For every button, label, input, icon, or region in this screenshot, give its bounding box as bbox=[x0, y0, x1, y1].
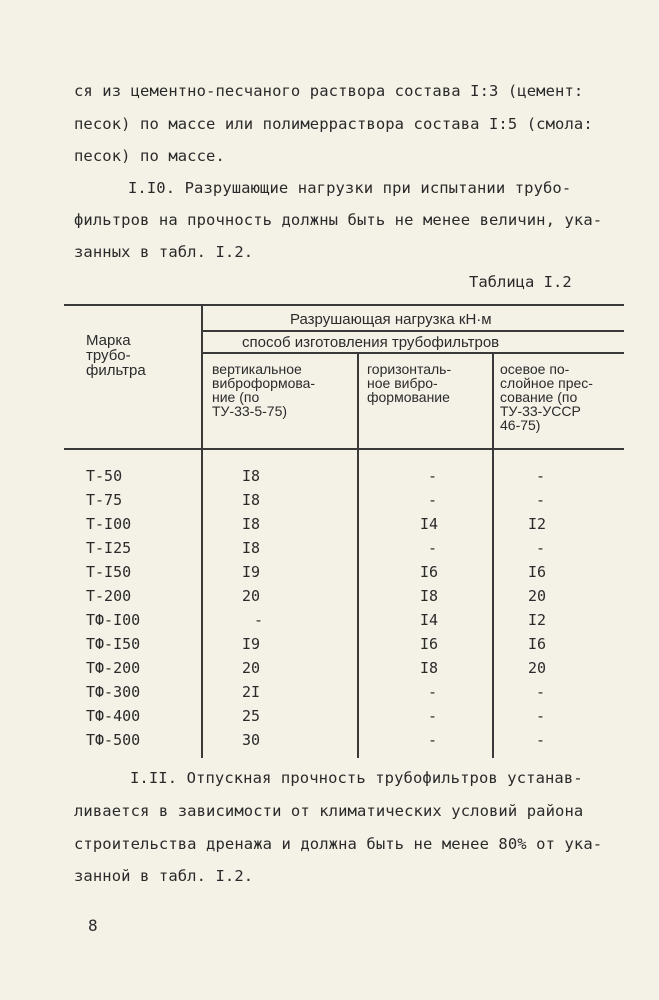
table-group-rule bbox=[202, 330, 624, 332]
paragraph-1-line-1: ся из цементно-песчаного раствора состава I:3 (цемент: bbox=[74, 82, 584, 100]
header-horizontal-line-1: горизонталь- bbox=[367, 361, 452, 377]
header-mark-line-3: фильтра bbox=[86, 362, 146, 379]
header-axial-line-1: осевое по- bbox=[500, 361, 570, 377]
header-axial-line-2: слойное прес- bbox=[500, 375, 593, 391]
row-2-axial: - bbox=[536, 491, 546, 509]
row-8-mark: ТФ-I50 bbox=[86, 635, 141, 653]
row-11-vertical: 25 bbox=[242, 707, 261, 725]
row-7-mark: ТФ-I00 bbox=[86, 611, 141, 629]
row-6-horizontal: I8 bbox=[420, 587, 439, 605]
row-7-horizontal: I4 bbox=[420, 611, 439, 629]
row-10-axial: - bbox=[536, 683, 546, 701]
table-col1-divider bbox=[201, 304, 203, 758]
table-header-bottom-rule bbox=[64, 448, 624, 450]
row-1-axial: - bbox=[536, 467, 546, 485]
row-11-axial: - bbox=[536, 707, 546, 725]
row-10-mark: ТФ-300 bbox=[86, 683, 141, 701]
row-3-mark: Т-I00 bbox=[86, 515, 132, 533]
row-5-horizontal: I6 bbox=[420, 563, 439, 581]
paragraph-2-line-2: фильтров на прочность должны быть не менее величин, ука- bbox=[74, 211, 603, 229]
row-6-axial: 20 bbox=[528, 587, 547, 605]
header-subgroup-title: способ изготовления трубофильтров bbox=[242, 334, 500, 351]
row-6-mark: Т-200 bbox=[86, 587, 132, 605]
row-2-mark: Т-75 bbox=[86, 491, 123, 509]
header-vertical-line-4: ТУ-33-5-75) bbox=[212, 403, 288, 419]
row-11-horizontal: - bbox=[428, 707, 438, 725]
row-6-vertical: 20 bbox=[242, 587, 261, 605]
row-9-horizontal: I8 bbox=[420, 659, 439, 677]
row-12-horizontal: - bbox=[428, 731, 438, 749]
row-12-vertical: 30 bbox=[242, 731, 261, 749]
paragraph-2-line-3: занных в табл. I.2. bbox=[74, 243, 254, 261]
row-3-vertical: I8 bbox=[242, 515, 261, 533]
load-table bbox=[64, 304, 624, 758]
header-vertical-line-3: ние (по bbox=[212, 389, 260, 405]
row-3-axial: I2 bbox=[528, 515, 547, 533]
paragraph-3-line-3: строительства дренажа и должна быть не менее 80% от ука- bbox=[74, 835, 603, 853]
table-top-rule bbox=[64, 304, 624, 306]
row-12-axial: - bbox=[536, 731, 546, 749]
table-subgroup-rule bbox=[202, 352, 624, 354]
row-3-horizontal: I4 bbox=[420, 515, 439, 533]
header-horizontal-line-2: ное вибро- bbox=[367, 375, 438, 391]
table-caption: Таблица I.2 bbox=[469, 273, 572, 291]
row-2-vertical: I8 bbox=[242, 491, 261, 509]
table-col2-divider bbox=[357, 352, 359, 758]
paragraph-2-line-1: I.I0. Разрушающие нагрузки при испытании трубо- bbox=[128, 179, 572, 197]
row-2-horizontal: - bbox=[428, 491, 438, 509]
header-mark-line-2: трубо- bbox=[86, 347, 131, 364]
row-7-axial: I2 bbox=[528, 611, 547, 629]
row-9-mark: ТФ-200 bbox=[86, 659, 141, 677]
row-1-mark: Т-50 bbox=[86, 467, 123, 485]
row-1-vertical: I8 bbox=[242, 467, 261, 485]
header-vertical-line-1: вертикальное bbox=[212, 361, 302, 377]
header-horizontal-line-3: формование bbox=[367, 389, 450, 405]
row-4-vertical: I8 bbox=[242, 539, 261, 557]
row-12-mark: ТФ-500 bbox=[86, 731, 141, 749]
page-number: 8 bbox=[88, 916, 98, 935]
row-9-axial: 20 bbox=[528, 659, 547, 677]
row-1-horizontal: - bbox=[428, 467, 438, 485]
paragraph-1-line-2: песок) по массе или полимерраствора состава I:5 (смола: bbox=[74, 115, 593, 133]
header-axial-line-5: 46-75) bbox=[500, 417, 541, 433]
row-4-mark: Т-I25 bbox=[86, 539, 132, 557]
table-col3-divider bbox=[492, 352, 494, 758]
row-8-axial: I6 bbox=[528, 635, 547, 653]
row-7-vertical: - bbox=[254, 611, 264, 629]
row-5-mark: Т-I50 bbox=[86, 563, 132, 581]
row-10-horizontal: - bbox=[428, 683, 438, 701]
row-4-horizontal: - bbox=[428, 539, 438, 557]
row-5-vertical: I9 bbox=[242, 563, 261, 581]
header-vertical-line-2: виброформова- bbox=[212, 375, 316, 391]
header-axial-line-3: сование (по bbox=[500, 389, 578, 405]
row-10-vertical: 2I bbox=[242, 683, 261, 701]
paragraph-3-line-1: I.II. Отпускная прочность трубофильтров устанав- bbox=[130, 769, 583, 787]
row-9-vertical: 20 bbox=[242, 659, 261, 677]
paragraph-3-line-2: ливается в зависимости от климатических условий района bbox=[74, 802, 584, 820]
row-5-axial: I6 bbox=[528, 563, 547, 581]
row-8-horizontal: I6 bbox=[420, 635, 439, 653]
row-4-axial: - bbox=[536, 539, 546, 557]
header-axial-line-4: ТУ-33-УССР bbox=[500, 403, 581, 419]
row-8-vertical: I9 bbox=[242, 635, 261, 653]
paragraph-3-line-4: занной в табл. I.2. bbox=[74, 867, 254, 885]
paragraph-1-line-3: песок) по массе. bbox=[74, 147, 225, 165]
header-group-title: Разрушающая нагрузка кН·м bbox=[290, 311, 492, 328]
header-mark-line-1: Марка bbox=[86, 332, 131, 349]
row-11-mark: ТФ-400 bbox=[86, 707, 141, 725]
